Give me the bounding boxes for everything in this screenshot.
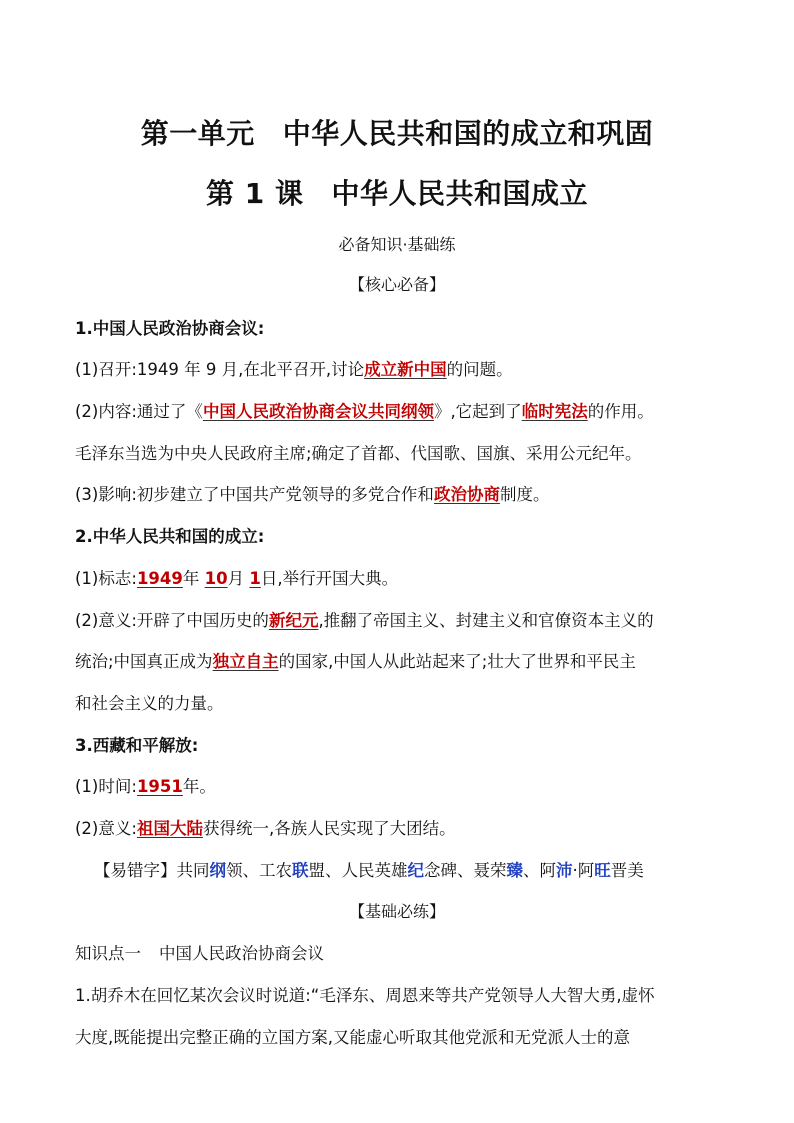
text: 中国人民政治协商会议 bbox=[159, 944, 324, 963]
text: 、阿 bbox=[523, 861, 556, 880]
s1-heading: 1.中国人民政治协商会议: bbox=[75, 319, 265, 338]
s2-line-4: 和社会主义的力量。 bbox=[75, 694, 224, 713]
section-core-heading: 【核心必备】 bbox=[348, 275, 445, 294]
lesson-number: 第 1 课 bbox=[206, 177, 304, 210]
highlight-char: 沛 bbox=[556, 861, 573, 880]
answer: 10 bbox=[204, 569, 228, 588]
unit-title bbox=[0, 112, 794, 152]
text: 盟、人民英雄 bbox=[308, 861, 408, 880]
answer: 政治协商 bbox=[433, 485, 500, 504]
answer: 1951 bbox=[136, 777, 183, 796]
s3-line-1 bbox=[75, 773, 720, 797]
s3-heading: 3.西藏和平解放: bbox=[75, 736, 199, 755]
highlight-char: 纪 bbox=[407, 861, 424, 880]
text: 日,举行开国大典。 bbox=[260, 569, 399, 588]
answer: 祖国大陆 bbox=[136, 819, 203, 838]
highlight-char: 纲 bbox=[209, 861, 226, 880]
text: 的问题。 bbox=[446, 360, 513, 379]
s3-line-2 bbox=[75, 815, 720, 839]
text: (2)意义: bbox=[75, 819, 137, 838]
typo-note bbox=[94, 857, 720, 881]
unit-number: 第一单元 bbox=[140, 117, 255, 150]
text: (2)意义:开辟了中国历史的 bbox=[75, 611, 269, 630]
text: (1)标志: bbox=[75, 569, 137, 588]
text: (2)内容:通过了《 bbox=[75, 402, 203, 421]
question-1-line-1: 1.胡乔木在回忆某次会议时说道:“毛泽东、周恩来等共产党领导人大智大勇,虚怀 bbox=[75, 986, 655, 1005]
s1-line-3: 毛泽东当选为中央人民政府主席;确定了首都、代国歌、国旗、采用公元纪年。 bbox=[75, 444, 642, 463]
text: 获得统一,各族人民实现了大团结。 bbox=[202, 819, 456, 838]
s2-heading: 2.中华人民共和国的成立: bbox=[75, 527, 265, 546]
answer: 中国人民政治协商会议共同纲领 bbox=[202, 402, 434, 421]
highlight-char: 臻 bbox=[506, 861, 523, 880]
s1-line-4 bbox=[75, 481, 720, 505]
answer: 独立自主 bbox=[212, 652, 279, 671]
answer: 临时宪法 bbox=[521, 402, 588, 421]
text: 月 bbox=[227, 569, 245, 588]
text: 年。 bbox=[182, 777, 216, 796]
highlight-char: 联 bbox=[292, 861, 309, 880]
question-1-line-2: 大度,既能提出完整正确的立国方案,又能虚心听取其他党派和无党派人士的意 bbox=[75, 1028, 630, 1047]
answer: 成立新中国 bbox=[364, 360, 447, 379]
answer: 1949 bbox=[136, 569, 183, 588]
text: 制度。 bbox=[499, 485, 550, 504]
section-practice-heading: 【基础必练】 bbox=[348, 902, 445, 921]
s2-line-2 bbox=[75, 607, 720, 631]
text: ·阿 bbox=[572, 861, 595, 880]
text: (1)召开:1949 年 9 月,在北平召开,讨论 bbox=[75, 360, 365, 379]
answer: 新纪元 bbox=[268, 611, 319, 630]
text: 念碑、聂荣 bbox=[424, 861, 507, 880]
text: 的作用。 bbox=[587, 402, 654, 421]
s2-line-3 bbox=[75, 648, 720, 672]
text: 统治;中国真正成为 bbox=[75, 652, 213, 671]
unit-name: 中华人民共和国的成立和巩固 bbox=[282, 117, 654, 150]
lesson-name: 中华人民共和国成立 bbox=[331, 177, 588, 210]
text: ,推翻了帝国主义、封建主义和官僚资本主义的 bbox=[318, 611, 654, 630]
s1-line-1 bbox=[75, 356, 720, 380]
answer: 1 bbox=[249, 569, 261, 588]
text: 知识点一 bbox=[75, 944, 141, 963]
text: 年 bbox=[182, 569, 200, 588]
text: (1)时间: bbox=[75, 777, 137, 796]
s1-line-2 bbox=[75, 398, 720, 422]
text: 领、工农 bbox=[226, 861, 292, 880]
text: 【易错字】共同 bbox=[94, 861, 210, 880]
subtitle: 必备知识·基础练 bbox=[338, 235, 456, 254]
text: 晋美 bbox=[610, 861, 644, 880]
lesson-title bbox=[0, 172, 794, 212]
knowledge-point-heading bbox=[75, 940, 720, 964]
s2-line-1 bbox=[75, 565, 720, 589]
text: 》,它起到了 bbox=[433, 402, 522, 421]
text: 的国家,中国人从此站起来了;壮大了世界和平民主 bbox=[278, 652, 636, 671]
text: (3)影响:初步建立了中国共产党领导的多党合作和 bbox=[75, 485, 434, 504]
highlight-char: 旺 bbox=[594, 861, 611, 880]
